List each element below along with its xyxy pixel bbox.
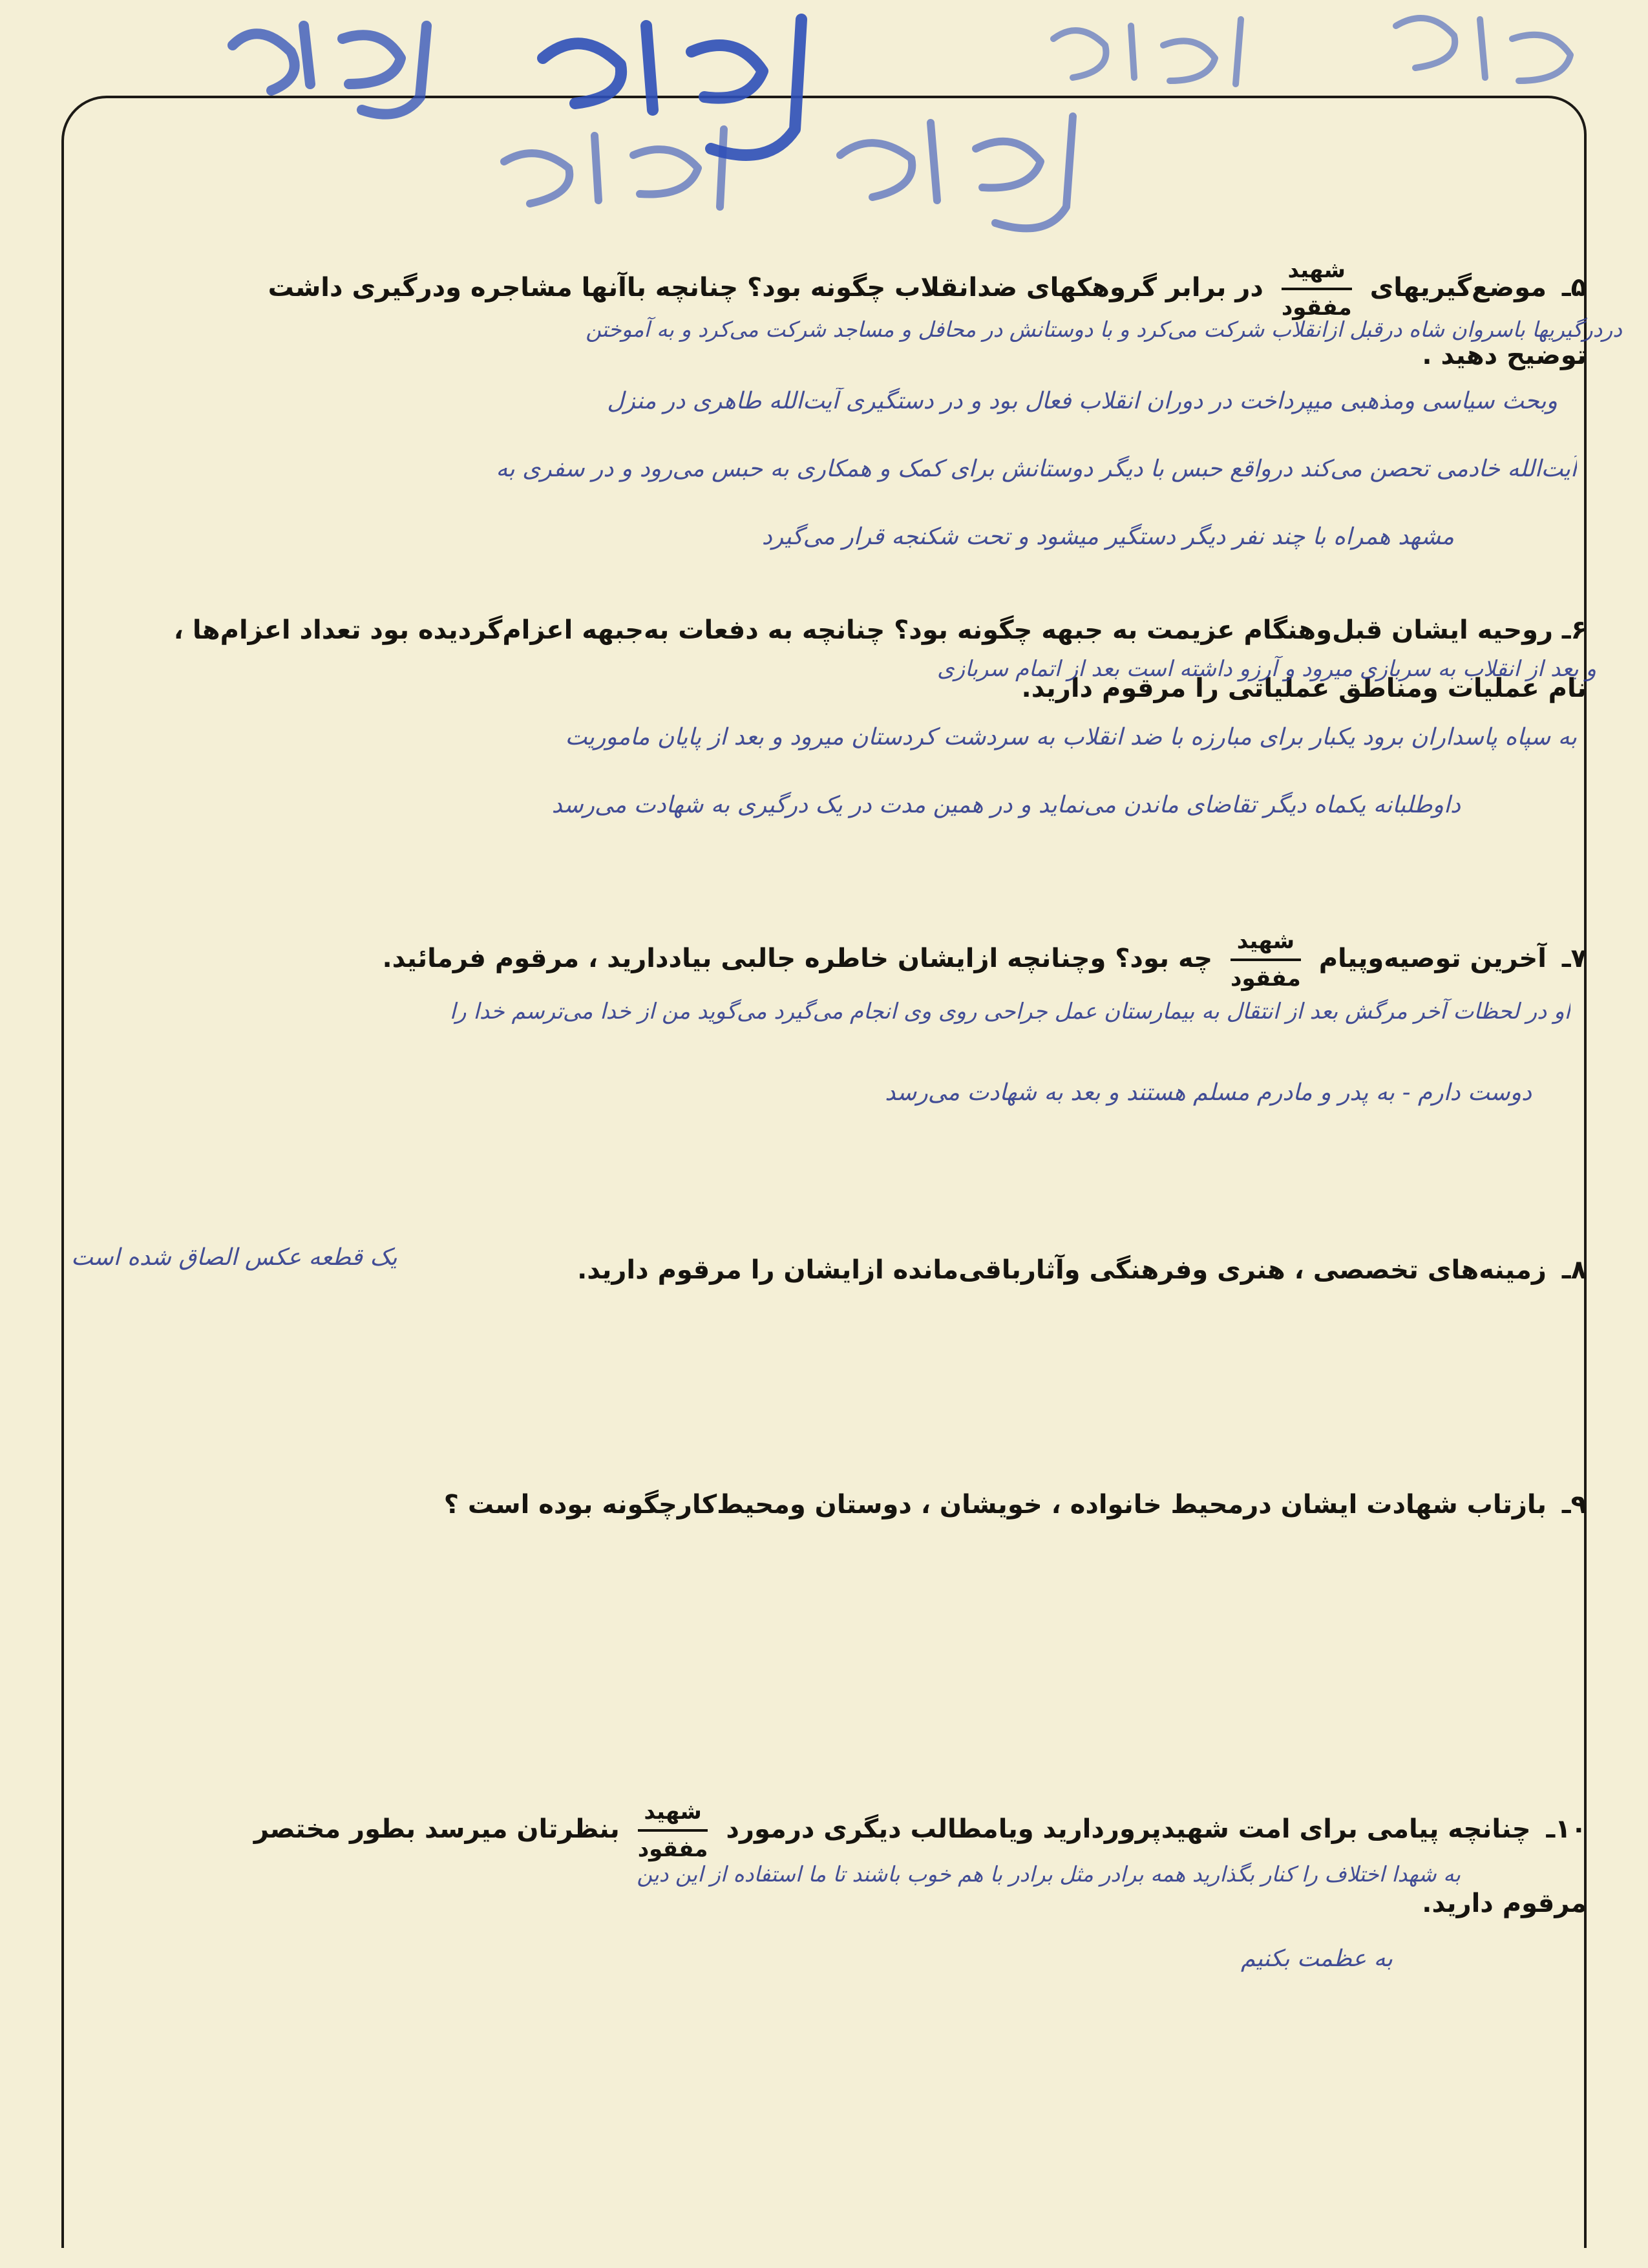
question-number: ۹ـ — [1561, 1490, 1587, 1520]
handwritten-answer-line: آیت‌الله خادمی تحصن می‌کند درواقع حبس با دیگر دوستانش برای کمک و همکاری به حبس می‌رود و در سفری به — [496, 456, 1577, 482]
handwritten-answer-line: دوست دارم - به پدر و مادرم مسلم هستند و بعد به شهادت می‌رسد — [885, 1079, 1532, 1106]
handwritten-answer-line: وبحث سیاسی ومذهبی میپرداخت در دوران انقلاب فعال بود و در دستگیری آیت‌الله طاهری در منزل — [607, 388, 1558, 414]
question-5-line-2: توضیح دهید . — [1422, 341, 1587, 370]
fraction-bottom: مفقود — [1281, 295, 1352, 321]
fraction-top: شهید — [1231, 927, 1301, 962]
question-6: ۶ـ روحیه ایشان قبل‌وهنگام عزیمت به جبهه چگونه بود؟ چنانچه به دفعات به‌جبهه اعزام‌گردیده بود تعداد اعزام‌ها ، — [173, 615, 1587, 645]
question-7 — [87, 910, 1587, 1007]
handwritten-answer-line: یک قطعه عکس الصاق شده است — [71, 1244, 397, 1271]
question-text: موضع‌گیریهای — [1369, 273, 1547, 302]
question-number: ۸ـ — [1561, 1255, 1587, 1285]
handwritten-answer-line: به سپاه پاسداران برود یکبار برای مبارزه با ضد انقلاب به سردشت کردستان میرود و بعد از پایان ماموریت — [565, 724, 1577, 750]
question-text: بنظرتان میرسد بطور مختصر — [253, 1814, 620, 1844]
question-number: ۱۰ـ — [1546, 1814, 1587, 1844]
question-10-line-2: مرقوم دارید. — [1422, 1889, 1587, 1918]
question-6-line-2: نام عملیات ومناطق عملیاتی را مرقوم دارید. — [1021, 673, 1587, 703]
fraction-top: شهید — [1282, 257, 1352, 291]
question-number: ۷ـ — [1561, 944, 1587, 973]
handwritten-answer-line: و بعد از انقلاب به سربازی میرود و آرزو داشته است بعد از اتمام سربازی — [937, 656, 1596, 682]
handwritten-answer-line: داوطلبانه یکماه دیگر تقاضای ماندن می‌نماید و در همین مدت در یک درگیری به شهادت می‌رسد — [551, 792, 1461, 818]
question-text: زمینه‌های تخصصی ، هنری وفرهنگی وآثارباقی‌مانده ازایشان را مرقوم دارید. — [577, 1255, 1547, 1285]
fraction-martyr-missing — [638, 1798, 708, 1863]
handwritten-answer-line: دردرگیریها باسروان شاه درقبل ازانقلاب شرکت می‌کرد و با دوستانش در محافل و مساجد شرکت می‌کرد و به آموختن — [586, 317, 1622, 342]
question-9 — [87, 1456, 1587, 1553]
handwritten-answer-line: به شهدا اختلاف را کنار بگذارید همه برادر مثل برادر با هم خوب باشند تا ما استفاده از این دین — [637, 1861, 1461, 1887]
fraction-bottom: مفقود — [1231, 966, 1301, 991]
question-number: ۵ـ — [1561, 273, 1587, 302]
handwritten-answer-line: مشهد همراه با چند نفر دیگر دستگیر میشود و تحت شکنجه قرار می‌گیرد — [761, 524, 1454, 550]
handwritten-signature — [181, 0, 1616, 271]
fraction-top: شهید — [638, 1798, 708, 1832]
handwritten-answer-line: به عظمت بکنیم — [1241, 1945, 1393, 1972]
fraction-bottom: مفقود — [637, 1836, 708, 1862]
question-text: در برابر گروهکهای ضدانقلاب چگونه بود؟ چنانچه باآنها مشاجره ودرگیری داشت — [268, 273, 1263, 302]
question-text: چنانچه پیامی برای امت شهیدپروردارید ویامطالب دیگری درمورد — [726, 1814, 1531, 1844]
fraction-martyr-missing — [1231, 927, 1301, 993]
question-text: بازتاب شهادت ایشان درمحیط خانواده ، خویشان ، دوستان ومحیط‌کارچگونه بوده است ؟ — [443, 1490, 1547, 1520]
question-text: چه بود؟ وچنانچه ازایشان خاطره جالبی بیاددارید ، مرقوم فرمائید. — [382, 944, 1213, 973]
question-text: آخرین توصیه‌وپیام — [1318, 944, 1547, 973]
handwritten-answer-line: او در لحظات آخر مرگش بعد از انتقال به بیمارستان عمل جراحی روی وی انجام می‌گیرد می‌گوید من از خدا می‌ترسم خدا را — [449, 999, 1570, 1024]
